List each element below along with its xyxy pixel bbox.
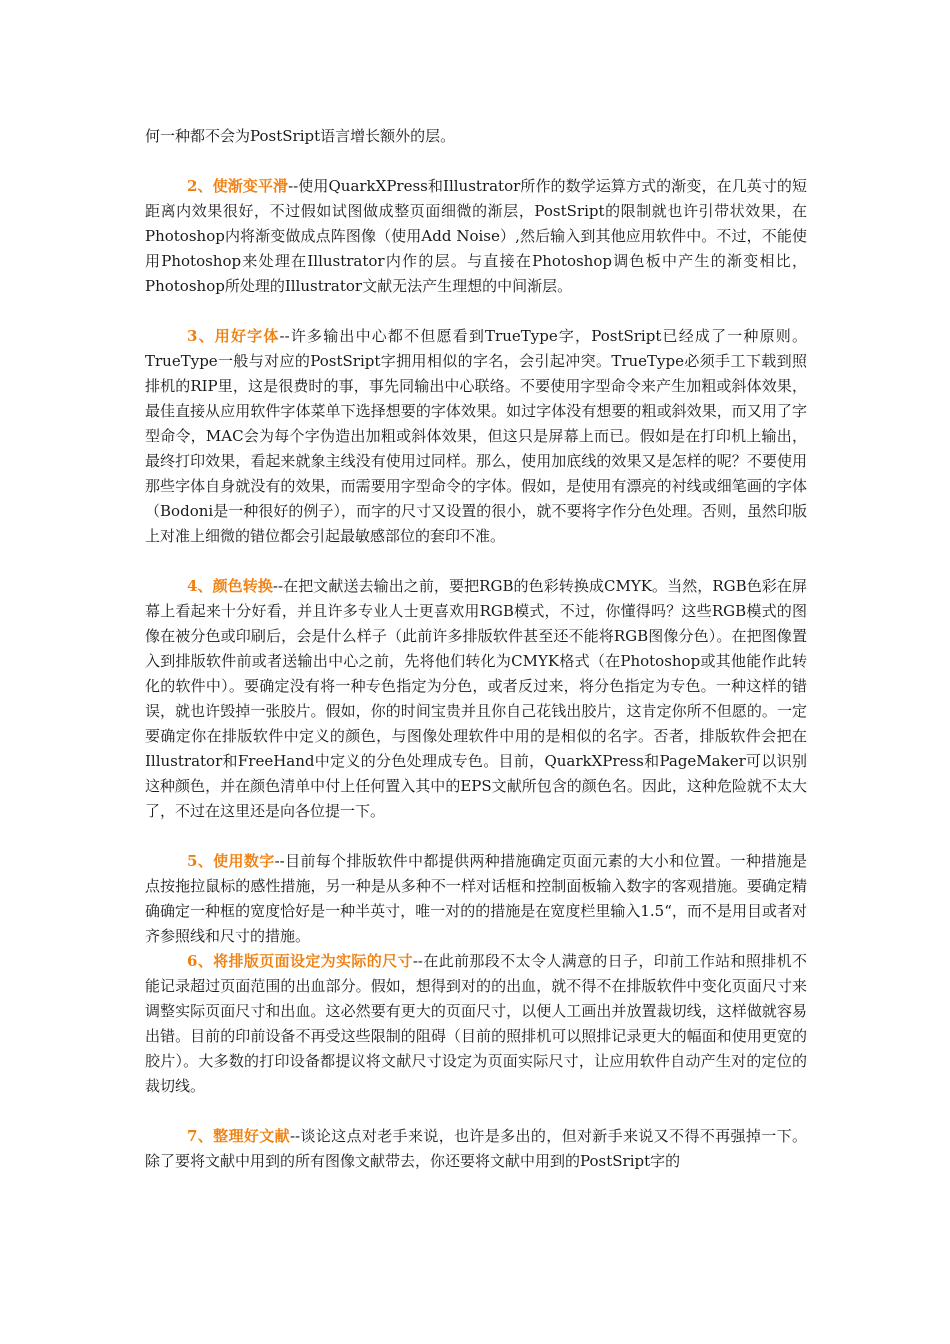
paragraph-gap (145, 299, 807, 324)
paragraph-text: --在把文献送去输出之前，要把RGB的色彩转换成CMYK。当然，RGB色彩在屏幕上看起来十分好看，并且许多专业人士更喜欢用RGB模式，不过，你懂得吗？这些RGB模式的图像在被分色或印刷后，会是什么样子（此前许多排版软件甚至还不能将RGB图像分色）。在把图像置入到排版软件前或者送输出中心之前，先将他们转化为CMYK格式（在Photoshop或其他能作此转化的软件中）。要确定没有将一种专色指定为分色，或者反过来，将分色指定为专色。一种这样的错误，就也许毁掉一张胶片。假如，你的时间宝贵并且你自己花钱出胶片，这肯定你所不但愿的。一定要确定你在排版软件中定义的颜色，与图像处理软件中用的是相似的名字。否者，排版软件会把在Illustrator和FreeHand中定义的分色处理成专色。目前，QuarkXPress和PageMaker可以识别这种颜色，并在颜色清单中付上任何置入其中的EPS文献所包含的颜色名。因此，这种危险就不太大了，不过在这里还是向各位提一下。 (145, 577, 807, 820)
paragraph-color-conversion (145, 574, 807, 824)
section-heading: 2、使渐变平滑 (187, 177, 289, 195)
section-heading: 5、使用数字 (187, 852, 275, 870)
paragraph-gap (145, 1099, 807, 1124)
paragraph-continuation (145, 124, 807, 149)
paragraph-fonts (145, 324, 807, 549)
section-heading: 3、用好字体 (187, 327, 280, 345)
paragraph-gap (145, 824, 807, 849)
section-heading: 6、将排版页面设定为实际的尺寸 (187, 952, 413, 970)
section-heading: 7、整理好文献 (187, 1127, 290, 1145)
paragraph-text: --许多输出中心都不但愿看到TrueType字，PostSript已经成了一种原则。TrueType一般与对应的PostSript字拥用相似的字名，会引起冲突。TrueType必须手工下载到照排机的RIP里，这是很费时的事，事先同输出中心联络。不要使用字型命令来产生加粗或斜体效果，最佳直接从应用软件字体菜单下选择想要的字体效果。如过字体没有想要的粗或斜效果，而又用了字型命令，MAC会为每个字伪造出加粗或斜体效果，但这只是屏幕上而已。假如是在打印机上输出，最终打印效果，看起来就象主线没有使用过同样。那么，使用加底线的效果又是怎样的呢？不要使用那些字体自身就没有的效果，而需要用字型命令的字体。假如，是使用有漂亮的衬线或细笔画的字体（Bodoni是一种很好的例子），而字的尺寸又设置的很小，就不要将字作分色处理。否则，虽然印版上对准上细微的错位都会引起最敏感部位的套印不准。 (145, 327, 807, 545)
paragraph-text: --使用QuarkXPress和Illustrator所作的数学运算方式的渐变，在几英寸的短距离内效果很好，不过假如试图做成整页面细微的渐层，PostSript的限制就也许引带状效果，在Photoshop内将渐变做成点阵图像（使用Add Noise）,然后输入到其他应用软件中。不过，不能使用Photoshop来处理在Illustrator内作的层。与直接在Photoshop调色板中产生的渐变相比，Photoshop所处理的Illustrator文献无法产生理想的中间渐层。 (145, 177, 807, 295)
paragraph-smooth-gradients (145, 174, 807, 299)
paragraph-gap (145, 549, 807, 574)
paragraph-text: --在此前那段不太令人满意的日子，印前工作站和照排机不能记录超过页面范围的出血部分。假如，想得到对的的出血，就不得不在排版软件中变化页面尺寸来调整实际页面尺寸和出血。这必然要有更大的页面尺寸，以便人工画出并放置裁切线，这样做就容易出错。目前的印前设备不再受这些限制的阻碍（目前的照排机可以照排记录更大的幅面和使用更宽的胶片）。大多数的打印设备都提议将文献尺寸设定为页面实际尺寸，让应用软件自动产生对的定位的裁切线。 (145, 952, 807, 1095)
paragraph-organize-files (145, 1124, 807, 1174)
paragraph-use-numbers (145, 849, 807, 949)
paragraph-text: --谈论这点对老手来说，也许是多出的，但对新手来说又不得不再强掉一下。除了要将文献中用到的所有图像文献带去，你还要将文献中用到的PostSript字的 (145, 1127, 807, 1170)
document-body (145, 124, 807, 1174)
paragraph-page-size (145, 949, 807, 1099)
paragraph-gap (145, 149, 807, 174)
paragraph-text: 何一种都不会为PostSript语言增长额外的层。 (145, 127, 456, 145)
section-heading: 4、颜色转换 (187, 577, 273, 595)
paragraph-text: --目前每个排版软件中都提供两种措施确定页面元素的大小和位置。一种措施是点按拖拉鼠标的感性措施，另一种是从多种不一样对话框和控制面板输入数字的客观措施。要确定精确确定一种框的宽度恰好是一种半英寸，唯一对的的措施是在宽度栏里输入1.5“，而不是用目或者对齐参照线和尺寸的措施。 (145, 852, 807, 945)
